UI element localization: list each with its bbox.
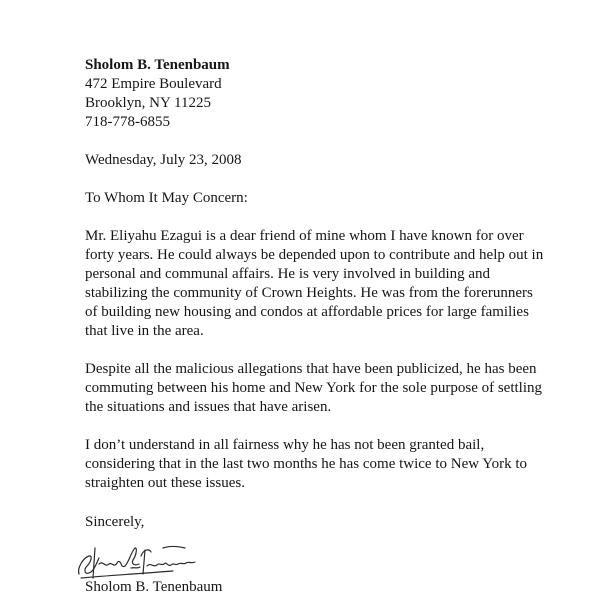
paragraph-line: personal and communal affairs. He is very involved in building and	[85, 266, 491, 282]
paragraph-line: the situations and issues that have arisen.	[85, 399, 332, 415]
sender-block	[85, 56, 585, 132]
paragraph-line: considering that in the last two months he has come twice to New York to	[85, 456, 528, 472]
paragraph-line: Mr. Eliyahu Ezagui is a dear friend of mine whom I have known for over	[85, 228, 524, 244]
paragraph-line: I don’t understand in all fairness why he has not been granted bail,	[85, 437, 485, 453]
paragraph-2	[85, 360, 585, 417]
paragraph-line: commuting between his home and New York for the sole purpose of settling	[85, 380, 543, 396]
sender-address-line2: Brooklyn, NY 11225	[85, 95, 211, 111]
paragraph-line: Despite all the malicious allegations that have been publicized, he has been	[85, 361, 537, 377]
letter-date: Wednesday, July 23, 2008	[85, 152, 242, 168]
sender-address-line1: 472 Empire Boulevard	[85, 76, 222, 92]
paragraph-1	[85, 227, 585, 341]
signer-name: Sholom B. Tenenbaum	[85, 579, 223, 595]
letter	[85, 56, 585, 597]
sender-name: Sholom B. Tenenbaum	[85, 57, 230, 73]
paragraph-line: straighten out these issues.	[85, 475, 245, 491]
paragraph-line: stabilizing the community of Crown Heights. He was from the forerunners	[85, 285, 533, 301]
signature-icon	[73, 538, 203, 582]
salutation: To Whom It May Concern:	[85, 190, 248, 206]
paragraph-line: of building new housing and condos at affordable prices for large families	[85, 304, 529, 320]
paragraph-3	[85, 436, 585, 493]
paragraph-line: that live in the area.	[85, 323, 204, 339]
paragraph-line: forty years. He could always be depended upon to contribute and help out in	[85, 247, 544, 263]
sender-phone: 718-778-6855	[85, 114, 170, 130]
closing: Sincerely,	[85, 514, 145, 530]
